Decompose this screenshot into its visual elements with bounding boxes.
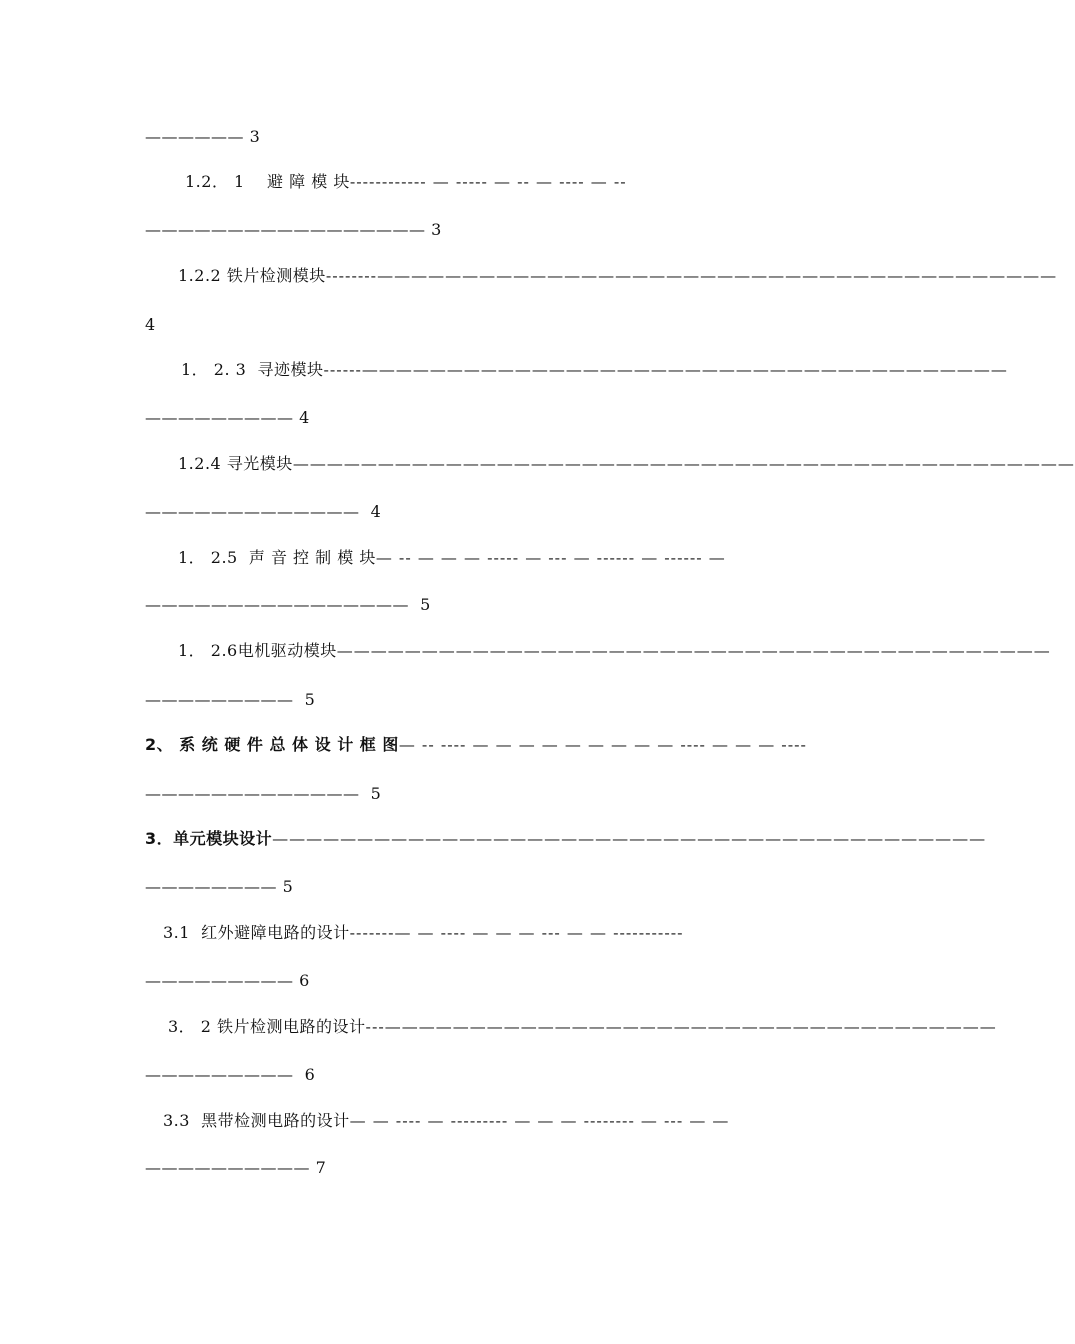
toc-entry-label: 1． 2.5 声 音 控 制 模 块: [178, 548, 376, 567]
toc-entry-label: 1． 2.6电机驱动模块: [178, 641, 337, 660]
toc-page-number: 4: [145, 315, 156, 334]
toc-entry-1-2-6[interactable]: [178, 636, 1051, 666]
leader-dots: ------------ — ----- — -- — ---- — --: [349, 172, 627, 191]
toc-entry-label: 3．单元模块设计: [145, 829, 273, 848]
toc-page-number: 4: [299, 408, 310, 427]
leader-dots: — -- ---- — — — — — — — — — ---- — — — ----: [398, 735, 807, 754]
leader-dots: ——————: [145, 127, 244, 146]
toc-continuation-line: [145, 590, 805, 620]
leader-dots: —————————: [145, 1065, 294, 1084]
leader-dots: —————————————————: [145, 220, 426, 239]
toc-page-number: 5: [304, 690, 316, 709]
toc-page-number: 5: [282, 877, 294, 896]
toc-continuation-line: [145, 215, 805, 245]
toc-continuation-line: [145, 310, 805, 340]
toc-page-number: 3: [249, 127, 261, 146]
toc-page-number: 6: [299, 971, 310, 990]
toc-entry-2[interactable]: [145, 730, 805, 760]
toc-continuation-line: [145, 872, 805, 902]
toc-page-number: 3: [431, 220, 442, 239]
toc-continuation-line: [145, 966, 805, 996]
toc-continuation-line: [145, 122, 805, 152]
toc-page-number: 4: [370, 502, 382, 521]
leader-dots: —————————: [145, 971, 294, 990]
toc-entry-3[interactable]: [145, 824, 987, 854]
toc-entry-1-2-2[interactable]: [178, 261, 1058, 291]
toc-continuation-line: [145, 779, 805, 809]
leader-dots: —————————————: [145, 502, 360, 521]
leader-dots: ————————: [145, 877, 277, 896]
toc-entry-3-3[interactable]: [163, 1106, 805, 1136]
leader-dots: ——————————————————————————————————————————: [272, 829, 987, 848]
toc-entry-1-2-5[interactable]: [178, 543, 805, 573]
toc-entry-3-2[interactable]: [168, 1012, 997, 1042]
toc-page-number: 5: [420, 595, 431, 614]
leader-dots: --------————————————————————————————————————————: [325, 266, 1058, 285]
toc-entry-label: 2、 系 统 硬 件 总 体 设 计 框 图: [145, 735, 399, 754]
leader-dots: ——————————————————————————————————————————————: [292, 454, 1075, 473]
toc-continuation-line: [145, 1060, 805, 1090]
toc-continuation-line: [145, 685, 805, 715]
toc-continuation-line: [145, 497, 805, 527]
leader-dots: —————————————: [145, 784, 360, 803]
toc-entry-1-2-1[interactable]: [185, 167, 805, 197]
toc-entry-1-2-4[interactable]: [178, 449, 1075, 479]
toc-page-number: 7: [315, 1158, 327, 1177]
toc-entry-label: 1.2． 1 避 障 模 块: [185, 172, 350, 191]
leader-dots: ---————————————————————————————————————: [365, 1017, 997, 1036]
toc-entry-label: 3.1 红外避障电路的设计: [163, 923, 350, 942]
toc-entry-3-1[interactable]: [163, 918, 805, 948]
toc-page-number: 6: [304, 1065, 316, 1084]
leader-dots: — — ---- — --------- — — — -------- — --- — —: [349, 1111, 730, 1130]
toc-entry-1-2-3[interactable]: [181, 355, 1008, 385]
leader-dots: —————————: [145, 408, 294, 427]
toc-entry-label: 3． 2 铁片检测电路的设计: [168, 1017, 366, 1036]
toc-entry-label: 1． 2. 3 寻迹模块: [181, 360, 324, 379]
leader-dots: ————————————————: [145, 595, 409, 614]
leader-dots: ------——————————————————————————————————————: [323, 360, 1008, 379]
toc-entry-label: 3.3 黑带检测电路的设计: [163, 1111, 350, 1130]
leader-dots: — -- — — — ----- — --- — ------ — ------ —: [375, 548, 726, 567]
toc-continuation-line: [145, 1153, 805, 1183]
toc-page-number: 5: [370, 784, 382, 803]
toc-continuation-line: [145, 403, 805, 433]
leader-dots: —————————: [145, 690, 294, 709]
toc-entry-label: 1.2.2 铁片检测模块: [178, 266, 326, 285]
toc-entry-label: 1.2.4 寻光模块: [178, 454, 293, 473]
leader-dots: ——————————: [145, 1158, 310, 1177]
leader-dots: ——————————————————————————————————————————: [336, 641, 1051, 660]
leader-dots: -------— — ---- — — — --- — — -----------: [349, 923, 684, 942]
